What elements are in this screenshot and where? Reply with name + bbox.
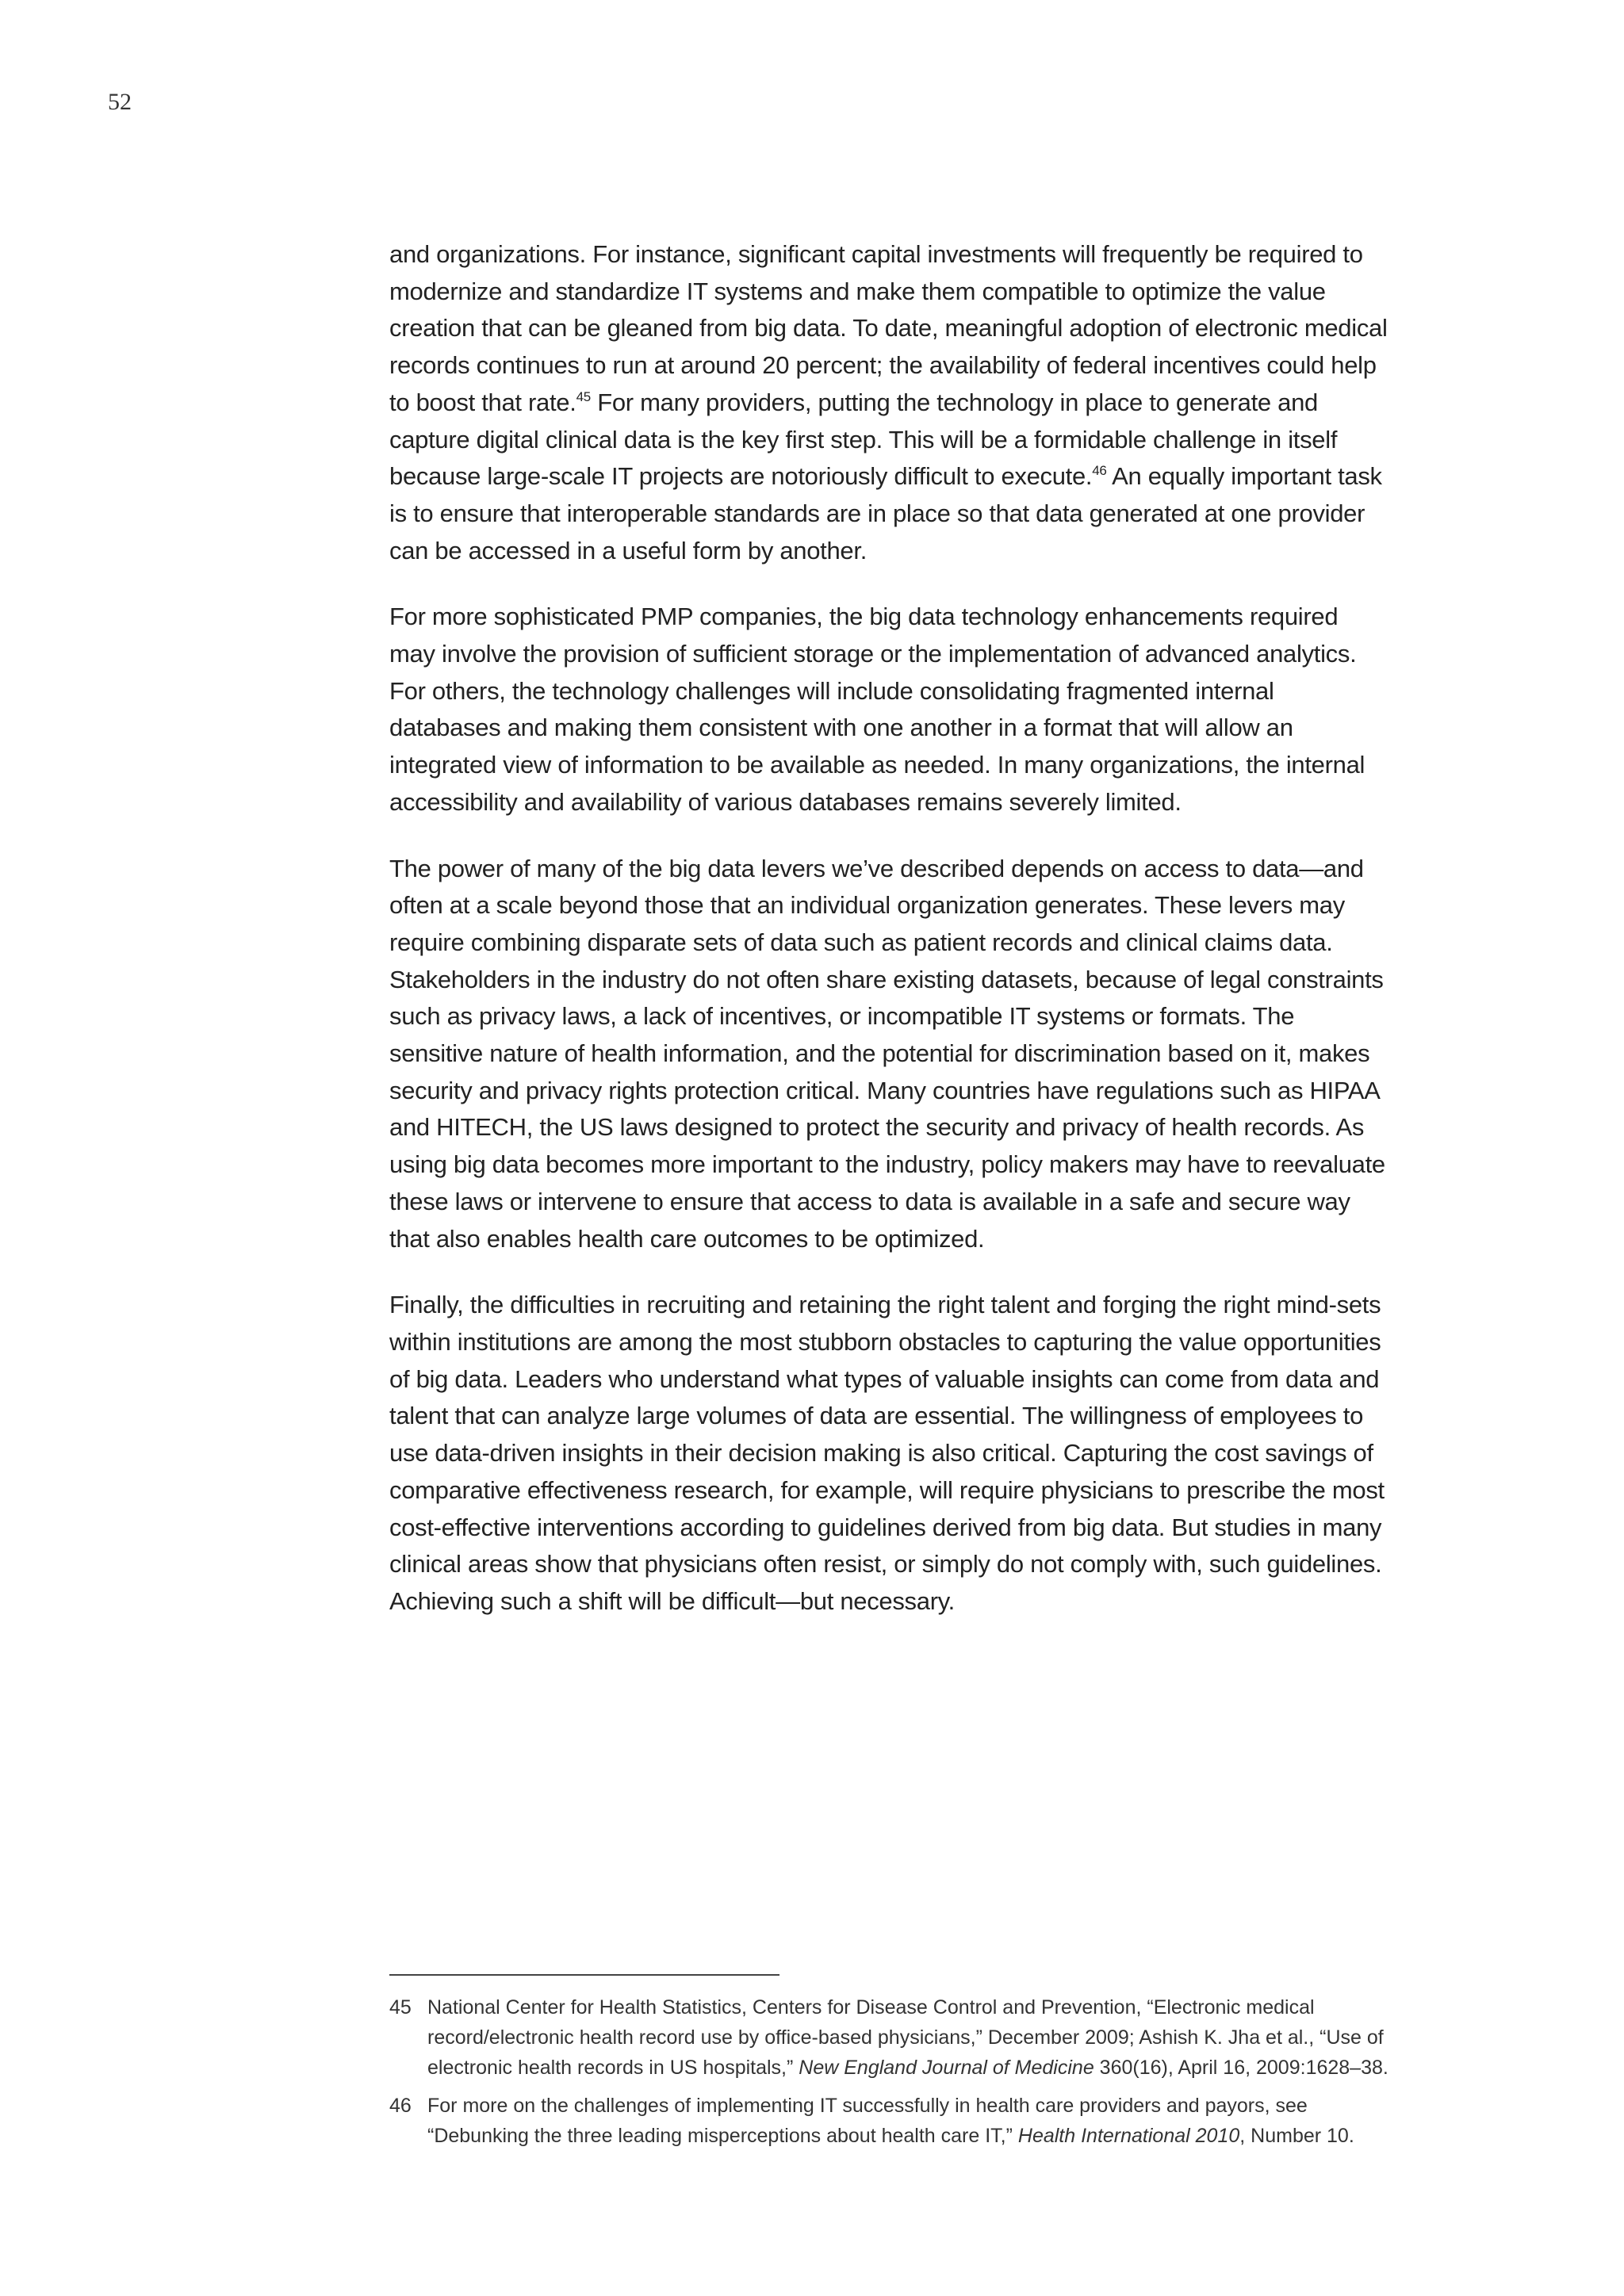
footnote-number: 46 — [389, 2095, 412, 2118]
footnote-text-end: , Number 10. — [1239, 2125, 1354, 2148]
paragraph-2: For more sophisticated PMP companies, the big data technology enhancements required may involve the provision of sufficient storage or the implementation of advanced analytics. For others, the technology challenges will include consolidating fragmented internal databases and making them consistent with one another in a format that will allow an integrated view of information to be available as needed. In many organizations, the internal accessibility and availability of various databases remains severely limited. — [389, 603, 1365, 816]
footnote-46 — [389, 2091, 1388, 2152]
paragraph-3: The power of many of the big data levers we’ve described depends on access to data—and often at a scale beyond those that an individual organization generates. These levers may require combining disparate sets of data such as patient records and clinical claims data. Stakeholders in the industry do not often share existing datasets, because of legal constraints such as privacy laws, a lack of incentives, or incompatible IT systems or formats. The sensitive nature of health information, and the potential for discrimination based on it, makes security and privacy rights protection critical. Many countries have regulations such as HIPAA and HITECH, the US laws designed to protect the security and privacy of health records. As using big data becomes more important to the industry, policy makers may have to reevaluate these laws or intervene to ensure that access to data is available in a safe and secure way that also enables health care outcomes to be optimized. — [389, 854, 1385, 1253]
paragraph-4: Finally, the difficulties in recruiting and retaining the right talent and forging the right mind-sets within institutions are among the most stubborn obstacles to capturing the value opportunities of big data. Leaders who understand what types of valuable insights can come from data and talent that can analyze large volumes of data are essential. The willingness of employees to use data-driven insights in their decision making is also critical. Capturing the cost savings of comparative effectiveness research, for example, will require physicians to prescribe the most cost-effective interventions according to guidelines derived from big data. But studies in many clinical areas show that physicians often resist, or simply do not comply with, such guidelines. Achieving such a shift will be difficult—but necessary. — [389, 1291, 1385, 1615]
paragraph-1-part-c: An equally important task is to ensure that interoperable standards are in place so that data generated at one provider can be accessed in a useful form by another. — [389, 462, 1382, 564]
footnote-ref-46[interactable]: 46 — [1092, 463, 1107, 479]
footnote-journal-title: New England Journal of Medicine — [799, 2056, 1094, 2079]
footnote-number: 45 — [389, 1996, 412, 2019]
paragraph-1-part-a: and organizations. For instance, significant capital investments will frequently be required to modernize and standardize IT systems and make them compatible to optimize the value creation that can be gleaned from big data. To date, meaningful adoption of electronic medical records continues to run at around 20 percent; the availability of federal incentives could help to boost that rate. — [389, 240, 1388, 416]
footnote-45 — [389, 1993, 1388, 2083]
footnote-publication-title: Health International 2010 — [1017, 2125, 1240, 2148]
page-number: 52 — [108, 89, 132, 115]
paragraph-1 — [389, 236, 1388, 569]
body-text — [389, 236, 1388, 1650]
footnote-text-end: 360(16), April 16, 2009:1628–38. — [1094, 2056, 1388, 2079]
footnote-text: For more on the challenges of implementing IT successfully in health care providers and payors, see “Debunking the three leading misperceptions about health care IT,” — [427, 2095, 1308, 2148]
footnote-text: National Center for Health Statistics, Centers for Disease Control and Prevention, “Electronic medical record/electronic health record use by office-based physicians,” December 2009; Ashish K. Jha et al., “Use of electronic health records in US hospitals,” — [427, 1996, 1384, 2079]
footnotes — [389, 1993, 1388, 2160]
footnote-ref-45[interactable]: 45 — [576, 388, 591, 404]
paragraph-1-part-b: For many providers, putting the technology in place to generate and capture digital clinical data is the key first step. This will be a formidable challenge in itself because large-scale IT projects are notoriously difficult to execute. — [389, 388, 1338, 491]
footnote-divider — [389, 1974, 779, 1976]
